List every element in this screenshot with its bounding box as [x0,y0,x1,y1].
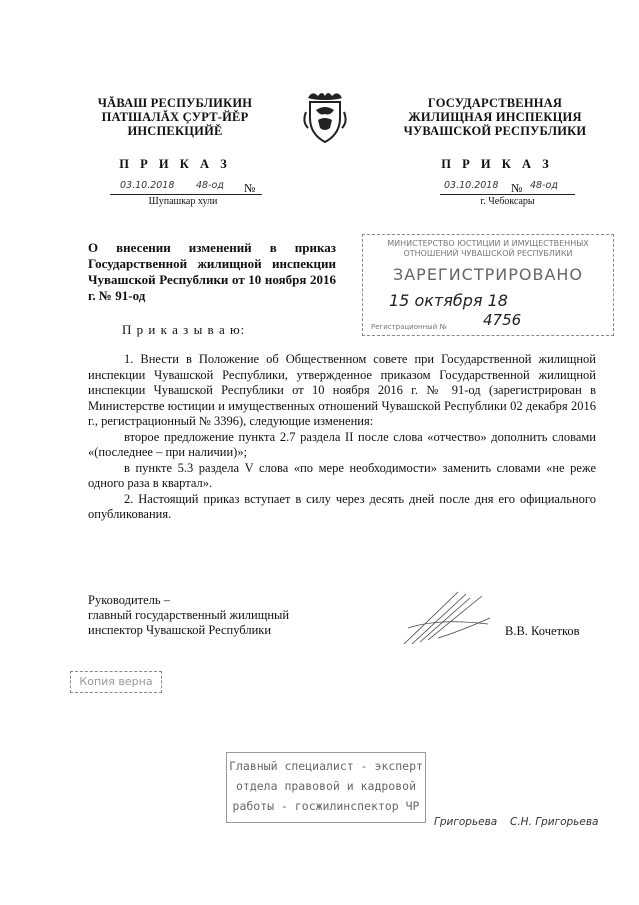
signature-scribble-icon [398,588,498,648]
signature-block [88,593,289,638]
emblem-icon [300,88,350,146]
number-right-handwritten: 48-од [530,180,558,191]
reg-number-handwritten: 4756 [483,311,522,329]
copy-stamp: Копия верна [70,671,162,693]
date-left-handwritten: 03.10.2018 [120,180,175,191]
header-left-line2: ПАТШАЛĂХ ÇУРТ-ЙĚР [101,110,249,124]
order-word: П р и к а з ы в а ю: [122,322,246,337]
prikaz-left: П Р И К А З [119,157,231,171]
city-right: г. Чебоксары [480,196,535,207]
paragraph-3: в пункте 5.3 раздела V слова «по мере необходимости» заменить словами «не реже одного раза в квартал». [88,460,596,490]
reg-stamp-line1: МИНИСТЕРСТВО ЮСТИЦИИ И ИМУЩЕСТВЕННЫХ [387,239,589,248]
header-right-line2: ЖИЛИЩНАЯ ИНСПЕКЦИЯ [408,110,582,124]
header-right-line1: ГОСУДАРСТВЕННАЯ [427,96,563,110]
number-left-handwritten: 48-од [196,180,224,191]
document-title: О внесении изменений в приказ Государственной жилищной инспекции Чувашской Республики от 10 ноября 2016 г. № 91-од [88,240,336,303]
paragraph-2: второе предложение пункта 2.7 раздела II после слова «отчество» дополнить словами «(последнее – при наличии)»; [88,429,596,459]
document-body [88,352,596,523]
date-right-handwritten: 03.10.2018 [444,180,499,191]
header-left-line3: ИНСПЕКЦИЙĚ [127,124,223,138]
bottom-stamp-line2: отдела правовой и кадровой [235,779,416,793]
header-left [70,96,280,138]
paragraph-4: 2. Настоящий приказ вступает в силу через десять дней после дня его официального опубликования. [88,491,596,521]
number-sign-right: № [511,181,523,195]
reg-label: Регистрационный № [371,323,447,331]
paragraph-1: 1. Внести в Положение об Общественном совете при Государственной жилищной инспекции Чувашской Республики, утвержденное приказом Государственной жилищной инспекции Чувашской Республики от 10 ноября 2016 г. № 91-од (зарегистрирован в Министерстве юстиции и имущественных отношений Чувашской Республики 02 декабря 2016 г., регистрационный № 3396), следующие изменения: [88,352,596,428]
header-right [390,96,600,138]
prikaz-right: П Р И К А З [441,157,553,171]
reg-stamp-line3: ЗАРЕГИСТРИРОВАНО [392,265,584,284]
registration-stamp [362,234,614,336]
signature-line3: инспектор Чувашской Республики [88,623,272,637]
header-right-line3: ЧУВАШСКОЙ РЕСПУБЛИКИ [403,124,587,138]
signer-name: В.В. Кочетков [505,624,580,638]
reg-date-handwritten: 15 октября 18 [389,291,508,310]
bottom-stamp [226,752,426,823]
signature-line1: Руководитель – [88,593,170,607]
bottom-name-handwritten: С.Н. Григорьева [510,816,599,828]
signature-line2: главный государственный жилищный [88,608,290,622]
bottom-stamp-line3: работы - госжилинспектор ЧР [232,799,420,813]
bottom-signature-handwritten: Григорьева [434,816,498,828]
reg-stamp-line2: ОТНОШЕНИЙ ЧУВАШСКОЙ РЕСПУБЛИКИ [403,249,573,258]
number-sign-left: № [244,181,256,195]
city-left: Шупашкар хули [148,196,218,207]
bottom-stamp-line1: Главный специалист - эксперт [229,759,423,773]
header-left-line1: ЧĂВАШ РЕСПУБЛИКИН [97,96,253,110]
